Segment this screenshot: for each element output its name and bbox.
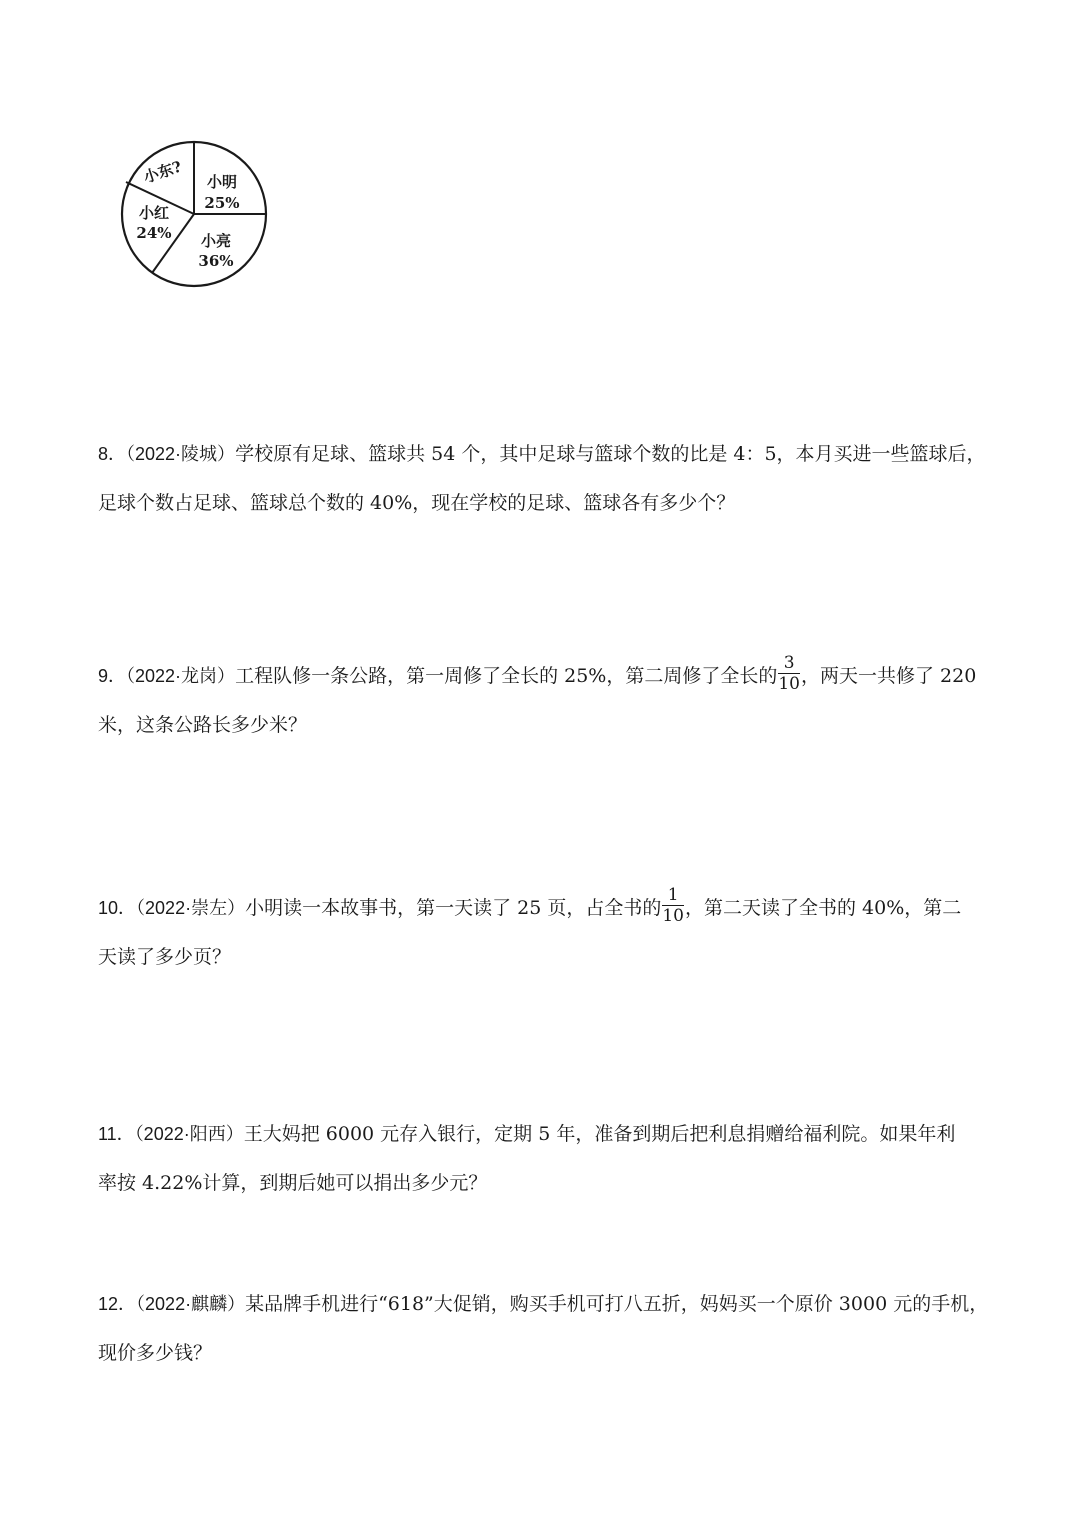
question-text: 足球个数占足球、篮球总个数的 40%，现在学校的足球、篮球各有多少个？ <box>98 492 736 514</box>
question-line <box>98 701 988 750</box>
question-text: 学校原有足球、篮球共 54 个，其中足球与篮球个数的比是 4：5，本月买进一些篮球后， <box>235 443 986 465</box>
slice-value-xiaohong: 24% <box>136 224 172 242</box>
fraction-numerator: 1 <box>662 887 684 906</box>
question-text: 王大妈把 6000 元存入银行，定期 5 年，准备到期后把利息捐赠给福利院。如果年利 <box>243 1123 956 1145</box>
question-text: ，第二天读了全书的 40%，第二 <box>684 897 962 919</box>
question-text: 小明读一本故事书，第一天读了 25 页，占全书的 <box>245 897 662 919</box>
question-source: （2022·麒麟） <box>136 1294 246 1314</box>
question-line <box>98 1329 988 1378</box>
question-line <box>98 479 988 528</box>
question-number: 8． <box>98 444 127 464</box>
question-text: 工程队修一条公路，第一周修了全长的 25%，第二周修了全长的 <box>235 665 778 687</box>
slice-label-xiaodong: 小东? <box>141 157 184 187</box>
slice-label-xiaoliang: 小亮 <box>200 232 232 250</box>
pie-chart <box>118 140 270 288</box>
fraction <box>662 887 684 925</box>
question-text: 米，这条公路长多少米？ <box>98 714 308 736</box>
slice-value-xiaoliang: 36% <box>198 252 234 270</box>
fraction <box>778 655 800 693</box>
question-line <box>98 1159 988 1208</box>
slice-value-xiaoming: 25% <box>204 194 240 212</box>
question-12 <box>98 1280 988 1378</box>
question-text: 某品牌手机进行“618”大促销，购买手机可打八五折，妈妈买一个原价 3000 元的手机， <box>245 1293 989 1315</box>
question-text: 率按 4.22%计算，到期后她可以捐出多少元？ <box>98 1172 488 1194</box>
question-source: （2022·阳西） <box>134 1124 244 1144</box>
slice-label-xiaoming: 小明 <box>206 173 238 191</box>
question-source: （2022·陵城） <box>126 444 236 464</box>
question-line <box>98 933 988 982</box>
question-text: 现价多少钱？ <box>98 1342 213 1364</box>
fraction-denominator: 10 <box>662 906 684 926</box>
question-text: 天读了多少页？ <box>98 946 232 968</box>
question-8 <box>98 430 988 528</box>
question-11 <box>98 1110 988 1208</box>
question-number: 10． <box>98 898 137 918</box>
question-9 <box>98 652 988 750</box>
question-number: 12． <box>98 1294 137 1314</box>
question-line <box>98 884 988 933</box>
question-line <box>98 430 988 479</box>
question-text: ，两天一共修了 220 <box>800 665 977 687</box>
question-source: （2022·崇左） <box>136 898 246 918</box>
pie-divider-bottom-left <box>152 214 194 273</box>
question-number: 9． <box>98 666 127 686</box>
fraction-numerator: 3 <box>778 655 800 674</box>
question-line <box>98 1110 988 1159</box>
question-source: （2022·龙岗） <box>126 666 236 686</box>
question-line <box>98 1280 988 1329</box>
fraction-denominator: 10 <box>778 674 800 694</box>
question-line <box>98 652 988 701</box>
question-number: 11． <box>98 1124 135 1144</box>
slice-label-xiaohong: 小红 <box>138 204 170 222</box>
question-10 <box>98 884 988 982</box>
